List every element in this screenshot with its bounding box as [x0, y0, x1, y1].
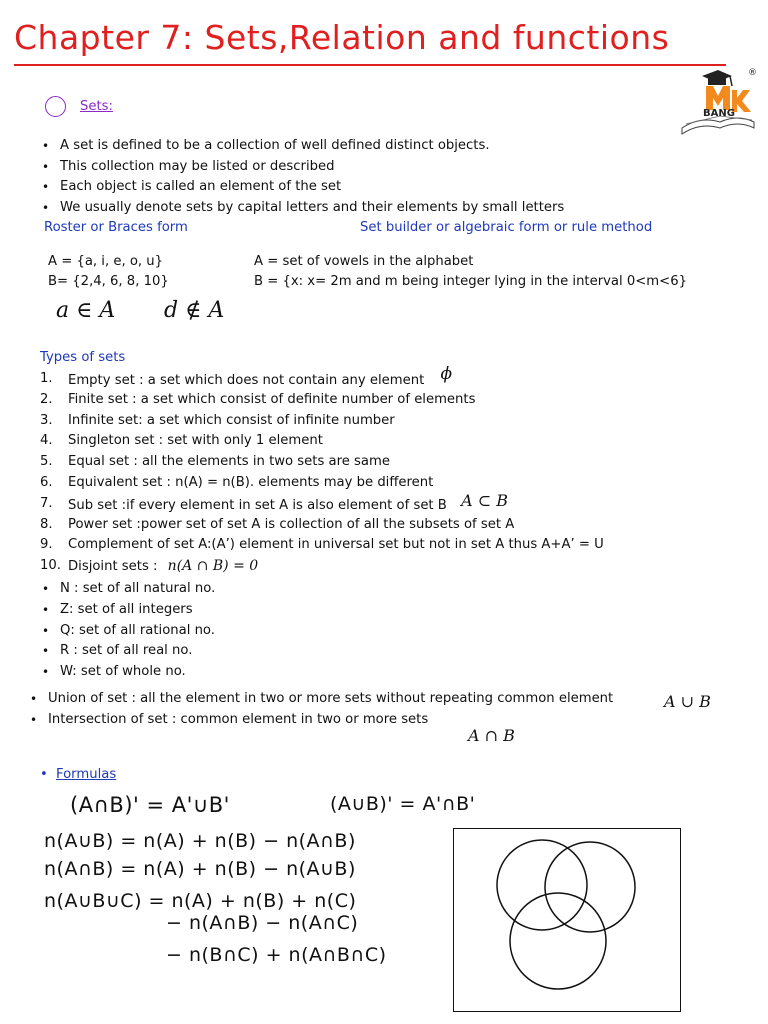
item-number: 3.	[40, 412, 53, 428]
list-item	[40, 515, 740, 536]
logo-text: BANG	[703, 108, 735, 119]
list-item: • Intersection of set : common element in two or more sets	[28, 710, 613, 731]
list-item: • N : set of all natural no.	[40, 579, 215, 600]
list-item	[40, 556, 740, 577]
title-underline	[14, 64, 726, 66]
roster-example-a: A = {a, i, e, o, u}	[48, 254, 164, 269]
disjoint-formula: n(A ∩ B) = 0	[167, 558, 259, 575]
types-heading: Types of sets	[40, 350, 126, 365]
section-circle-marker	[45, 96, 66, 117]
roster-example-b: B= {2,4, 6, 8, 10}	[48, 274, 169, 289]
item-text: Finite set : a set which consist of definite number of elements	[68, 391, 476, 407]
venn-diagram-universal-set	[453, 828, 681, 1012]
item-text: Sub set :if every element in set A is also element of set B	[68, 497, 447, 513]
item-text: Complement of set A:(A’) element in universal set but not in set A thus A+A’ = U	[68, 537, 604, 553]
list-item	[40, 364, 740, 390]
venn-circle-c	[510, 893, 606, 989]
item-number: 1.	[40, 371, 53, 386]
item-text: Power set :power set of set A is collection of all the subsets of set A	[68, 516, 515, 532]
list-item	[40, 431, 740, 452]
venn-circle-b	[545, 842, 635, 932]
list-item: • R : set of all real no.	[40, 641, 215, 662]
item-text: Equal set : all the elements in two sets are same	[68, 454, 390, 470]
intersection-symbol: A ∩ B	[468, 726, 515, 745]
item-number: 2.	[40, 391, 53, 407]
list-item	[40, 535, 740, 556]
formula-line-5: − n(B∩C) + n(A∩B∩C)	[166, 944, 387, 966]
item-number: 9.	[40, 537, 53, 553]
union-symbol: A ∪ B	[664, 692, 711, 711]
non-membership-symbol: d ∉ A	[164, 298, 225, 323]
formulas-heading: Formulas	[56, 767, 117, 782]
list-item: • W: set of whole no.	[40, 662, 215, 683]
sets-definition-list	[40, 136, 564, 219]
item-text: Infinite set: a set which consist of infinite number	[68, 412, 395, 428]
empty-set-symbol: ϕ	[440, 364, 453, 384]
formulas-heading-bullet: •	[40, 767, 48, 782]
logo-registered: ®	[748, 68, 757, 78]
list-item	[40, 390, 740, 411]
list-item: • Z: set of all integers	[40, 600, 215, 621]
logo	[680, 70, 760, 140]
list-item	[40, 452, 740, 473]
builder-example-b: B = {x: x= 2m and m being integer lying in the interval 0<m<6}	[254, 274, 687, 289]
list-item: • This collection may be listed or described	[40, 157, 564, 178]
item-number: 8.	[40, 516, 53, 532]
list-item	[40, 411, 740, 432]
item-number: 7.	[40, 495, 53, 511]
item-number: 5.	[40, 454, 53, 470]
item-text: Empty set : a set which does not contain any element	[68, 373, 425, 388]
subset-symbol: A ⊂ B	[461, 490, 508, 510]
item-number: 4.	[40, 433, 53, 449]
item-text: Disjoint sets :	[68, 559, 158, 575]
list-item: • We usually denote sets by capital letters and their elements by small letters	[40, 198, 564, 219]
formula-line-3: n(A∪B∪C) = n(A) + n(B) + n(C)	[44, 890, 357, 912]
builder-example-a: A = set of vowels in the alphabet	[254, 254, 474, 269]
list-item: • A set is defined to be a collection of well defined distinct objects.	[40, 136, 564, 157]
item-text: Singleton set : set with only 1 element	[68, 433, 323, 449]
membership-symbol: a ∈ A	[56, 298, 116, 323]
list-item	[40, 490, 740, 515]
list-item: • Each object is called an element of the set	[40, 177, 564, 198]
list-item: • Union of set : all the element in two or more sets without repeating common element	[28, 689, 613, 710]
roster-form-label: Roster or Braces form	[44, 220, 188, 235]
venn-circle-a	[497, 840, 587, 930]
list-item	[40, 473, 740, 494]
formula-line-4: − n(A∩B) − n(A∩C)	[166, 912, 359, 934]
demorgan-law-2: (A∪B)' = A'∩B'	[330, 793, 476, 815]
page-title: Chapter 7: Sets,Relation and functions	[14, 18, 670, 57]
venn-diagram	[454, 829, 680, 1011]
item-text: Equivalent set : n(A) = n(B). elements may be different	[68, 474, 434, 490]
number-sets-list	[40, 579, 215, 683]
list-item: • Q: set of all rational no.	[40, 621, 215, 642]
set-builder-form-label: Set builder or algebraic form or rule method	[360, 220, 653, 235]
sets-heading: Sets:	[80, 99, 113, 114]
demorgan-law-1: (A∩B)' = A'∪B'	[70, 793, 230, 817]
item-number: 6.	[40, 474, 53, 490]
set-operations-list	[28, 689, 613, 731]
graduation-cap-icon	[680, 70, 760, 140]
types-of-sets-list	[40, 364, 740, 577]
formula-line-2: n(A∩B) = n(A) + n(B) − n(A∪B)	[44, 858, 356, 880]
formula-line-1: n(A∪B) = n(A) + n(B) − n(A∩B)	[44, 830, 356, 852]
item-number: 10.	[40, 558, 61, 574]
